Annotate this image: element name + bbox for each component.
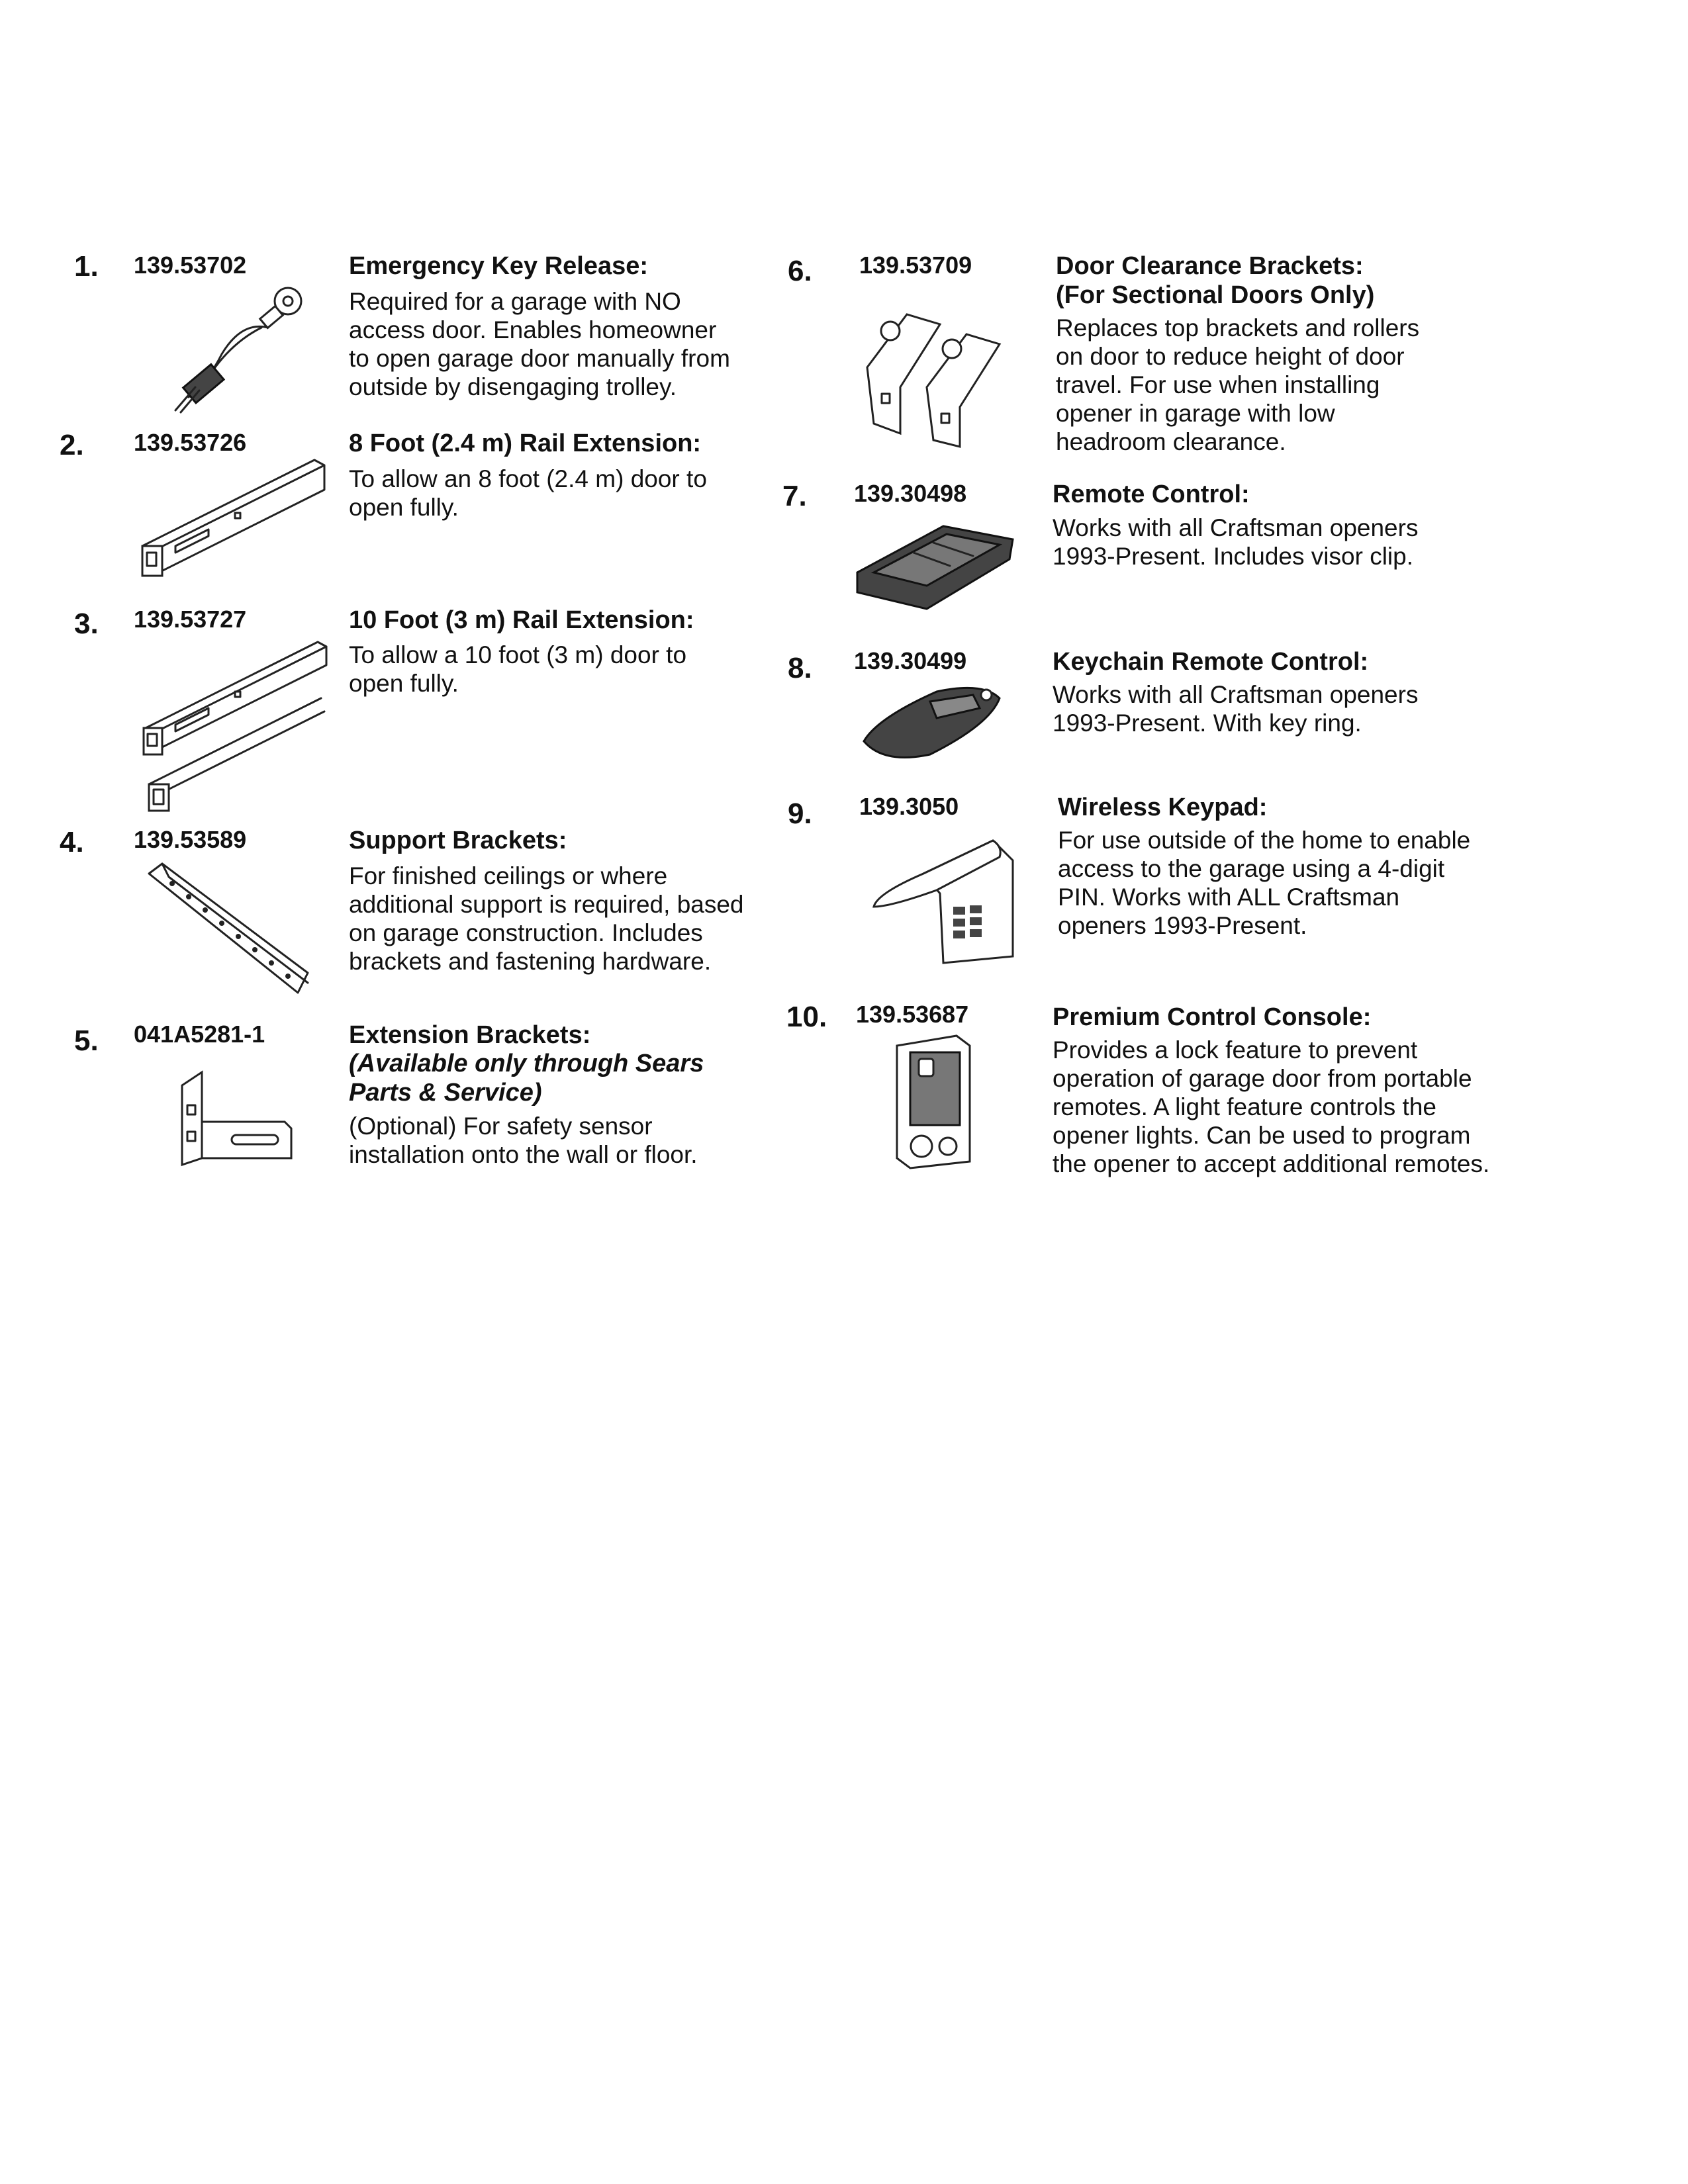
part-number: 139.3050 xyxy=(859,793,959,820)
premium-control-console-illustration xyxy=(887,1032,980,1171)
item-number: 2. xyxy=(60,429,84,461)
item-description: Required for a garage with NO access door. Enables homeowner to open garage door manually from outside by disengaging trolley. xyxy=(349,288,730,400)
keychain-remote-illustration xyxy=(857,678,1009,768)
item-title: Extension Brackets: xyxy=(349,1021,591,1049)
rail-extension-8ft-illustration xyxy=(136,447,328,589)
part-number: 139.53727 xyxy=(134,606,247,633)
item-description: Replaces top brackets and rollers on door to reduce height of door travel. For use when installing opener in garage with low headroom clearance. xyxy=(1056,314,1420,455)
item-title: 10 Foot (3 m) Rail Extension: xyxy=(349,606,694,634)
part-number: 139.30499 xyxy=(854,647,967,674)
wireless-keypad-illustration xyxy=(870,834,1023,966)
part-number: 139.30498 xyxy=(854,480,967,507)
rail-extension-10ft-illustration xyxy=(136,625,328,817)
item-title: Remote Control: xyxy=(1053,480,1250,508)
item-description: For use outside of the home to enable access to the garage using a 4-digit PIN. Works with ALL Craftsman openers 1993-Present. xyxy=(1058,827,1471,939)
item-number: 5. xyxy=(74,1024,99,1057)
item-title: Emergency Key Release: xyxy=(349,252,649,280)
item-description: Provides a lock feature to prevent operation of garage door from portable remotes. A light feature controls the opener lights. Can be used to program the opener to accept additional remotes. xyxy=(1053,1036,1490,1177)
item-title: Support Brackets: xyxy=(349,827,567,854)
item-description: (Optional) For safety sensor installation onto the wall or floor. xyxy=(349,1113,698,1168)
door-clearance-brackets-illustration xyxy=(854,308,1026,453)
part-number: 139.53702 xyxy=(134,251,247,279)
part-number: 139.53709 xyxy=(859,251,972,279)
remote-control-illustration xyxy=(851,513,1023,619)
item-description: To allow a 10 foot (3 m) door to open fully. xyxy=(349,641,687,697)
part-number: 139.53589 xyxy=(134,826,247,853)
emergency-key-release-illustration xyxy=(169,281,314,414)
extension-brackets-illustration xyxy=(175,1059,295,1178)
support-brackets-illustration xyxy=(142,860,314,999)
item-number: 10. xyxy=(786,1001,827,1033)
item-title: Wireless Keypad: xyxy=(1058,794,1268,821)
item-description: Works with all Craftsman openers 1993-Present. Includes visor clip. xyxy=(1053,514,1419,570)
item-description: To allow an 8 foot (2.4 m) door to open fully. xyxy=(349,465,707,521)
item-number: 1. xyxy=(74,250,99,283)
item-subtitle: (For Sectional Doors Only) xyxy=(1056,281,1375,309)
item-title: 8 Foot (2.4 m) Rail Extension: xyxy=(349,430,702,457)
item-description: Works with all Craftsman openers 1993-Present. With key ring. xyxy=(1053,681,1419,737)
item-number: 6. xyxy=(788,255,812,287)
item-number: 9. xyxy=(788,797,812,830)
item-title: Door Clearance Brackets: xyxy=(1056,252,1364,280)
item-availability-note: (Available only through Sears Parts & Service) xyxy=(349,1050,704,1107)
part-number: 139.53726 xyxy=(134,429,247,456)
item-number: 7. xyxy=(782,480,807,512)
item-description: For finished ceilings or where additional support is required, based on garage construction. Includes brackets and fastening hardware. xyxy=(349,862,744,975)
item-number: 3. xyxy=(74,608,99,640)
part-number: 139.53687 xyxy=(856,1001,969,1028)
item-number: 4. xyxy=(60,826,84,858)
item-title: Premium Control Console: xyxy=(1053,1003,1372,1031)
item-number: 8. xyxy=(788,652,812,684)
item-title: Keychain Remote Control: xyxy=(1053,648,1369,676)
part-number: 041A5281-1 xyxy=(134,1021,265,1048)
